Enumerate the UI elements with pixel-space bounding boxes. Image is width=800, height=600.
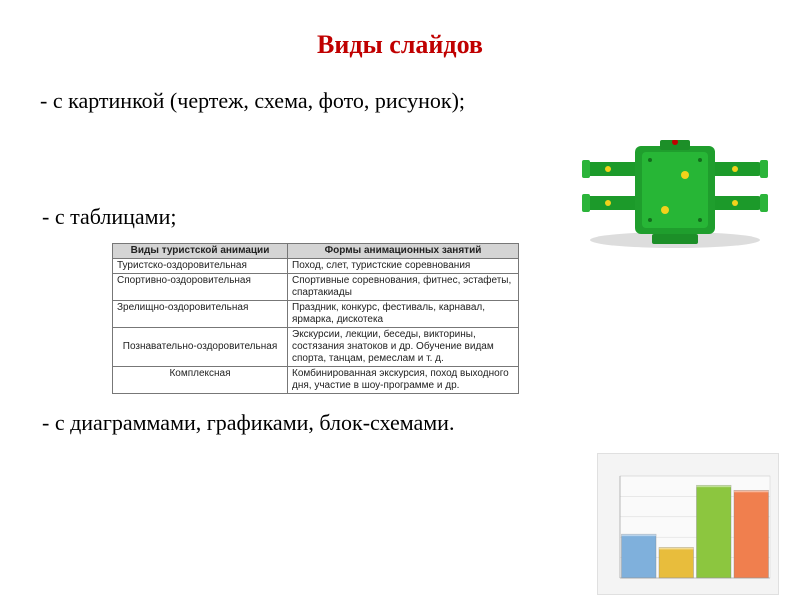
chart-bar — [659, 547, 694, 578]
table-cell: Экскурсии, лекции, беседы, викторины, состязания знатоков и др. Обучение видам спорта, танцам, ремеслам и т. д. — [288, 328, 519, 367]
bullet-tables: - с таблицами; — [42, 204, 177, 229]
table-row — [113, 259, 519, 274]
bullet-pictures: - с картинкой (чертеж, схема, фото, рисунок); — [40, 88, 466, 113]
table-cell: Поход, слет, туристские соревнования — [288, 259, 519, 274]
table-row — [113, 367, 519, 394]
bar-chart-canvas — [598, 454, 778, 594]
table-cell: Туристско-оздоровительная — [113, 259, 288, 274]
green-hydraulic-valve-block-icon — [580, 140, 770, 250]
chart-bar — [622, 534, 657, 578]
table-cell: Комбинированная экскурсия, поход выходного дня, участие в шоу-программе и др. — [288, 367, 519, 394]
chart-bar-highlight — [622, 534, 657, 536]
table-row — [113, 301, 519, 328]
table-cell: Комплексная — [113, 367, 288, 394]
chart-bar — [734, 490, 769, 578]
table-row — [113, 274, 519, 301]
table-cell: Зрелищно-оздоровительная — [113, 301, 288, 328]
table-header-row — [113, 244, 519, 259]
table-cell: Спортивно-оздоровительная — [113, 274, 288, 301]
table-cell: Спортивные соревнования, фитнес, эстафеты, спартакиады — [288, 274, 519, 301]
table-header-cell: Формы анимационных занятий — [288, 244, 519, 259]
bullet-charts: - с диаграммами, графиками, блок-схемами. — [42, 410, 455, 435]
chart-bar-highlight — [734, 490, 769, 492]
animation-table — [112, 243, 519, 394]
slide-title: Виды слайдов — [317, 30, 483, 59]
chart-bar — [697, 485, 732, 578]
table-cell: Познавательно-оздоровительная — [113, 328, 288, 367]
chart-bar-highlight — [659, 547, 694, 549]
table-row — [113, 328, 519, 367]
bar-chart — [597, 453, 779, 595]
chart-bar-highlight — [697, 485, 732, 487]
table-cell: Праздник, конкурс, фестиваль, карнавал, ярмарка, дискотека — [288, 301, 519, 328]
table-header-cell: Виды туристской анимации — [113, 244, 288, 259]
